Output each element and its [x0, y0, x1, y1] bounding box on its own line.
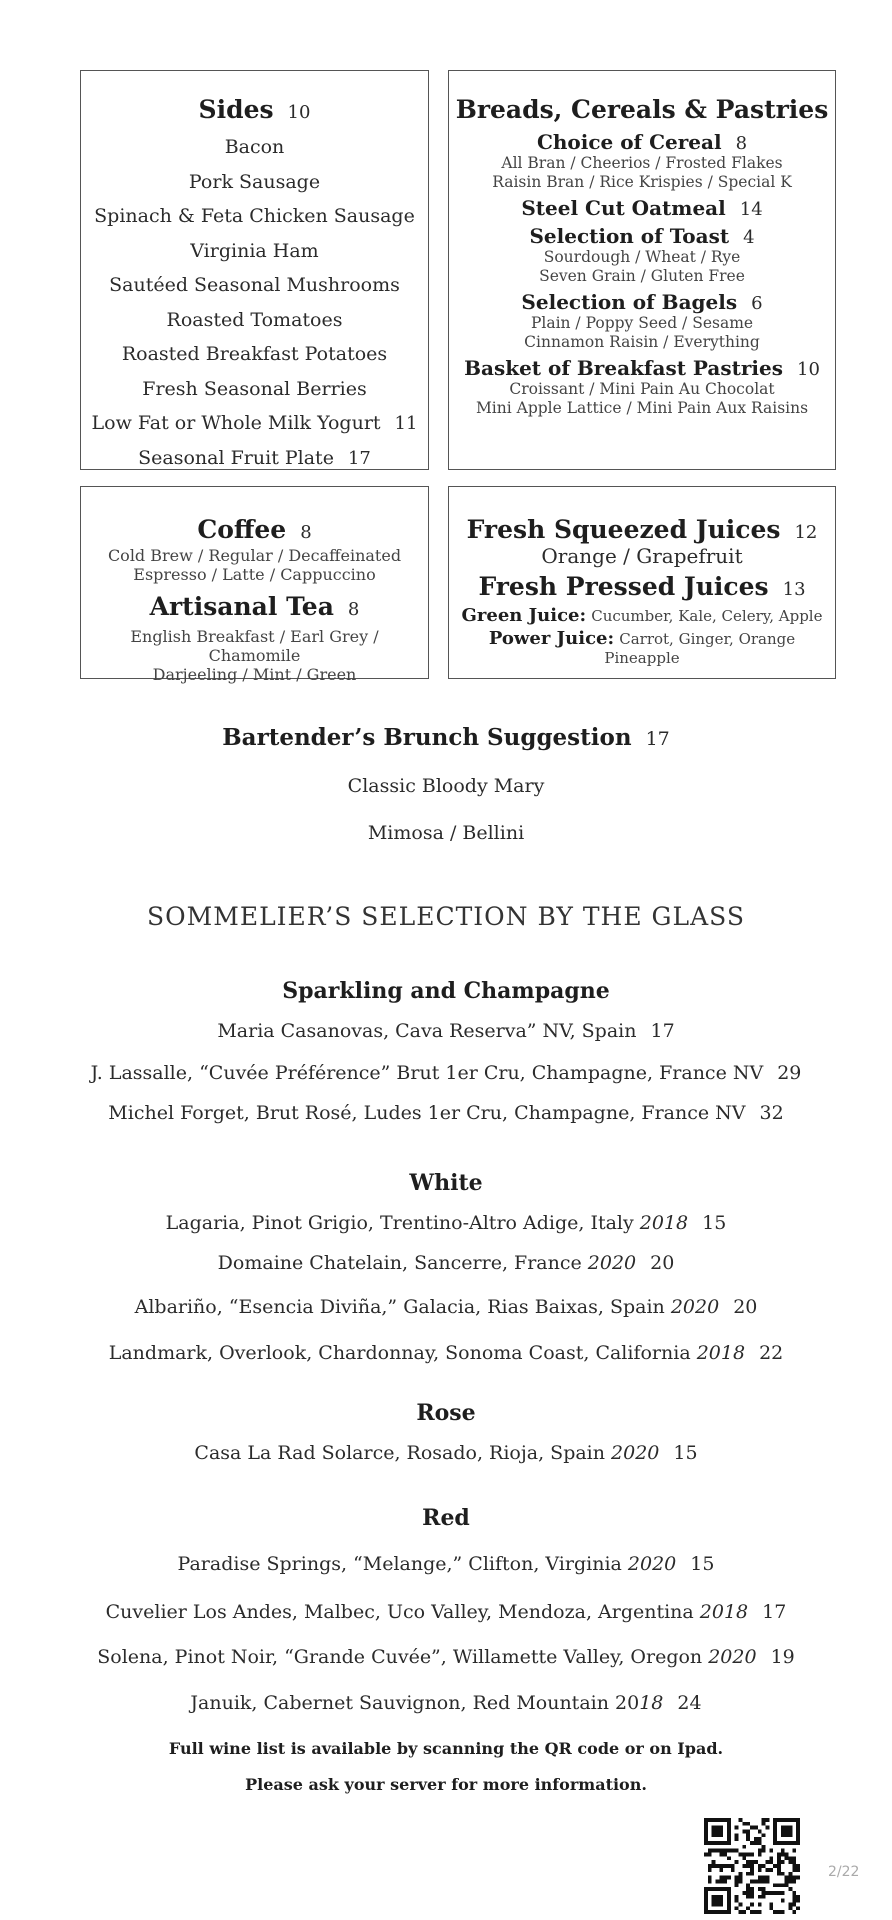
sides-price: 10	[287, 102, 311, 123]
tea-title: Artisanal Tea	[149, 592, 334, 621]
wine-price: 29	[777, 1062, 802, 1084]
sides-item-price: 17	[347, 447, 371, 469]
breads-item-name: Selection of Toast	[529, 224, 730, 248]
wine-section-title: Sparkling and Champagne	[282, 978, 610, 1004]
coffee-price: 8	[300, 522, 312, 543]
pressed-title: Fresh Pressed Juices	[478, 572, 769, 601]
wine-row	[0, 1252, 892, 1274]
sides-item-name: Sautéed Seasonal Mushrooms	[109, 274, 400, 296]
tea-line-1: English Breakfast / Earl Grey /	[130, 627, 379, 646]
breads-item	[449, 196, 835, 220]
bartender-item: Classic Bloody Mary	[347, 775, 545, 797]
sides-item-name: Fresh Seasonal Berries	[142, 377, 367, 400]
wine-price: 32	[759, 1102, 784, 1124]
tea-price: 8	[347, 599, 360, 620]
wine-price: 15	[690, 1553, 715, 1575]
wine-name: Januik, Cabernet Sauvignon, Red Mountain 20	[190, 1692, 640, 1714]
breads-item-price: 6	[751, 293, 763, 314]
wine-name: Maria Casanovas, Cava Reserva” NV, Spain	[217, 1020, 637, 1042]
wine-price: 15	[673, 1442, 698, 1464]
bartender-item: Mimosa / Bellini	[367, 822, 525, 844]
squeezed-price: 12	[794, 522, 818, 543]
wine-row	[0, 1102, 892, 1124]
wine-vintage: 2020	[708, 1646, 757, 1668]
wine-name: Domaine Chatelain, Sancerre, France	[217, 1252, 582, 1274]
sides-item	[81, 199, 428, 234]
wine-vintage: 2018	[699, 1601, 749, 1623]
wine-row	[0, 1062, 892, 1084]
green-juice-text: Cucumber, Kale, Celery, Apple	[591, 607, 823, 625]
breads-item-detail: Croissant / Mini Pain Au Chocolat	[509, 380, 775, 398]
sides-list	[81, 130, 428, 475]
breads-item-name: Choice of Cereal	[536, 130, 722, 154]
sides-item-name: Pork Sausage	[188, 170, 321, 193]
bartender-heading	[0, 724, 892, 751]
wine-section-title: White	[409, 1170, 483, 1196]
sides-title: Sides	[198, 95, 274, 124]
wine-name: Solena, Pinot Noir, “Grande Cuvée”, Willamette Valley, Oregon	[97, 1646, 703, 1668]
breads-item-price: 10	[797, 359, 820, 380]
wine-row	[0, 1020, 892, 1042]
wine-vintage: 2020	[587, 1252, 637, 1274]
qr-code[interactable]	[704, 1818, 800, 1914]
wine-name: Michel Forget, Brut Rosé, Ludes 1er Cru, Champagne, France NV	[108, 1102, 746, 1124]
coffee-box	[80, 486, 429, 684]
breads-item	[449, 224, 835, 248]
pressed-price: 13	[782, 579, 806, 600]
wine-name: J. Lassalle, “Cuvée Préférence” Brut 1er Cru, Champagne, France NV	[90, 1062, 764, 1084]
footer-line-1: Full wine list is available by scanning the QR code or on Ipad.	[168, 1739, 724, 1758]
breads-item-name: Basket of Breakfast Pastries	[464, 356, 783, 380]
sides-item-name: Low Fat or Whole Milk Yogurt	[91, 412, 381, 434]
breads-item-detail: All Bran / Cheerios / Frosted Flakes	[501, 154, 783, 172]
wine-price: 15	[702, 1212, 727, 1234]
wine-price: 20	[733, 1296, 758, 1318]
breads-item-price: 4	[743, 227, 755, 248]
tea-line-2: Chamomile	[208, 646, 301, 665]
wine-vintage: 2018	[639, 1212, 689, 1234]
wine-price: 24	[677, 1692, 702, 1714]
power-juice-label: Power Juice:	[488, 628, 615, 649]
breads-item	[449, 290, 835, 314]
breads-item-price: 8	[735, 133, 748, 154]
wine-name: Landmark, Overlook, Chardonnay, Sonoma Coast, California	[108, 1342, 691, 1364]
sommelier-heading: SOMMELIER’S SELECTION BY THE GLASS	[147, 902, 745, 931]
bartender-price: 17	[645, 728, 670, 750]
green-juice-label: Green Juice:	[461, 605, 587, 626]
wine-price: 19	[770, 1646, 795, 1668]
wine-row	[0, 1646, 892, 1668]
breads-item-detail: Mini Apple Lattice / Mini Pain Aux Raisins	[475, 399, 809, 417]
wine-price: 20	[650, 1252, 675, 1274]
sides-item	[81, 165, 428, 200]
breads-list	[449, 130, 835, 418]
wine-name: Albariño, “Esencia Diviña,” Galacia, Rias Baixas, Spain	[134, 1296, 665, 1318]
bartender-title: Bartender’s Brunch Suggestion	[222, 724, 632, 751]
coffee-title: Coffee	[197, 515, 287, 544]
squeezed-title: Fresh Squeezed Juices	[466, 515, 781, 544]
sides-item-price: 11	[394, 413, 418, 434]
page-number: 2/22	[828, 1864, 860, 1880]
sides-item	[81, 234, 428, 269]
breads-item	[449, 356, 835, 380]
tea-line-3: Darjeeling / Mint / Green	[152, 665, 357, 684]
coffee-line-1: Cold Brew / Regular / Decaffeinated	[107, 546, 402, 565]
wine-row	[0, 1442, 892, 1464]
power-juice-text-2: Pineapple	[604, 649, 680, 667]
sides-item-name: Bacon	[224, 136, 285, 158]
wine-name: Cuvelier Los Andes, Malbec, Uco Valley, Mendoza, Argentina	[105, 1601, 694, 1623]
juices-box	[448, 486, 836, 679]
breads-item-name: Selection of Bagels	[521, 290, 738, 314]
wine-vintage: 18	[639, 1692, 664, 1714]
wine-row	[0, 1553, 892, 1575]
wine-vintage: 2020	[670, 1296, 720, 1318]
breads-item-detail: Plain / Poppy Seed / Sesame	[530, 314, 754, 332]
sides-item-name: Virginia Ham	[190, 239, 319, 262]
breads-item-detail: Seven Grain / Gluten Free	[539, 267, 745, 285]
sides-item	[81, 337, 428, 372]
wine-name: Paradise Springs, “Melange,” Clifton, Virginia	[177, 1553, 622, 1575]
wine-name: Casa La Rad Solarce, Rosado, Rioja, Spain	[194, 1442, 605, 1464]
wine-section-title: Rose	[416, 1400, 476, 1426]
sides-item-name: Roasted Tomatoes	[166, 308, 343, 331]
sides-box	[80, 70, 429, 470]
sides-item-name: Seasonal Fruit Plate	[138, 446, 334, 469]
coffee-line-2: Espresso / Latte / Cappuccino	[133, 565, 376, 584]
sides-item-name: Roasted Breakfast Potatoes	[121, 343, 388, 365]
wine-row	[0, 1212, 892, 1234]
breads-item-price: 14	[739, 199, 763, 220]
sides-item-name: Spinach & Feta Chicken Sausage	[94, 205, 415, 227]
sides-item	[81, 441, 428, 476]
wine-vintage: 2020	[611, 1442, 660, 1464]
wine-price: 22	[759, 1342, 784, 1364]
wine-row	[0, 1342, 892, 1364]
power-juice-text: Carrot, Ginger, Orange	[619, 630, 796, 648]
wine-row	[0, 1601, 892, 1623]
sides-item	[81, 130, 428, 165]
wine-row	[0, 1296, 892, 1318]
breads-item-name: Steel Cut Oatmeal	[521, 196, 726, 220]
sides-item	[81, 372, 428, 407]
wine-row	[0, 1692, 892, 1714]
breads-item-detail: Raisin Bran / Rice Krispies / Special K	[492, 173, 792, 191]
breads-item-detail: Cinnamon Raisin / Everything	[524, 333, 760, 351]
sides-item	[81, 303, 428, 338]
wine-section-title: Red	[422, 1505, 470, 1531]
squeezed-line: Orange / Grapefruit	[541, 544, 743, 568]
breads-item	[449, 130, 835, 154]
breads-box	[448, 70, 836, 470]
footer-line-2: Please ask your server for more information.	[245, 1775, 647, 1794]
breads-item-detail: Sourdough / Wheat / Rye	[543, 248, 741, 266]
wine-price: 17	[762, 1601, 787, 1623]
wine-vintage: 2020	[627, 1553, 677, 1575]
breads-title: Breads, Cereals & Pastries	[455, 95, 829, 124]
sides-item	[81, 406, 428, 441]
sides-item	[81, 268, 428, 303]
wine-name: Lagaria, Pinot Grigio, Trentino-Altro Adige, Italy	[165, 1212, 634, 1234]
wine-vintage: 2018	[696, 1342, 746, 1364]
wine-price: 17	[650, 1020, 675, 1042]
